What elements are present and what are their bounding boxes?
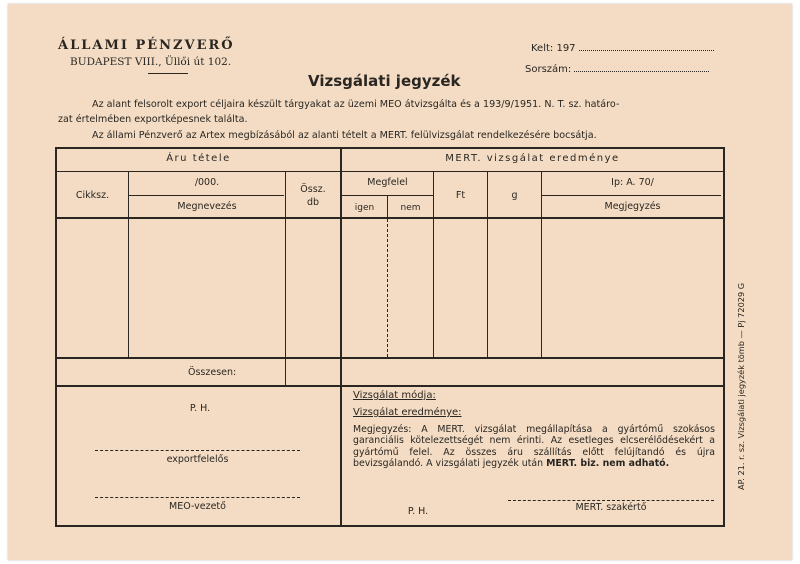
col-cikksz: Cikksz. (75, 190, 110, 201)
body-bottom-line (57, 357, 723, 359)
side-print-code: AP. 21. r. sz. Vizsgálati jegyzék tömb — Pj 72029 G (736, 282, 746, 490)
kelt-field[interactable] (531, 42, 714, 54)
method-label: Vizsgálat módja: (353, 390, 436, 401)
col-divider-g (541, 171, 542, 357)
col-db: db (306, 197, 320, 208)
mert-signature-line (508, 500, 714, 501)
code-row-line (129, 195, 284, 196)
intro-line-2: zat értelmében exportképesnek találta. (58, 114, 248, 125)
body-top-line (57, 217, 723, 219)
result-label: Vizsgálat eredménye: (353, 407, 462, 418)
address-underline (148, 73, 188, 74)
total-bottom-line (57, 385, 723, 387)
col-code: /000. (194, 177, 220, 188)
inspection-note (353, 424, 715, 470)
export-signature-line (95, 450, 300, 451)
total-label: Összesen: (188, 367, 237, 378)
col-ossz: Össz. (300, 184, 326, 195)
meo-head-label: MEO-vezető (169, 501, 226, 512)
export-responsible-label: exportfelelős (166, 454, 229, 465)
header-row-line (57, 171, 723, 172)
kelt-blank (579, 42, 714, 51)
col-ip: Ip: A. 70/ (611, 177, 654, 188)
intro-line-1: Az alant felsorolt export céljaira készült tárgyakat az üzemi MEO átvizsgálta és a 193/9/1951. N. T. sz. határo- (92, 99, 620, 110)
meo-signature-line (95, 497, 300, 498)
note-text: Megjegyzés: A MERT. vizsgálat megállapítása a gyártómű szokásos garanciális kötelezettségét nem érinti. Az esetleges elcserélődésekért a gyártómű felel. Az összes áru szállítás előtt felújítandó és újra bevizsgálandó. A vizsgálati jegyzék után (353, 424, 715, 470)
document-title: Vizsgálati jegyzék (308, 72, 461, 90)
mert-expert-label: MERT. szakértő (575, 502, 647, 513)
section-left-title: Áru tétele (166, 153, 231, 164)
note-bold-text: MERT. biz. nem adható. (546, 458, 670, 470)
stamp-left: P. H. (189, 403, 211, 414)
col-divider-igen-nem (387, 219, 388, 357)
sorszam-blank (574, 63, 709, 72)
col-megnevezes: Megnevezés (177, 201, 237, 212)
sorszam-label: Sorszám: (525, 64, 572, 75)
col-nem: nem (400, 203, 421, 213)
kelt-label: Kelt: 197 (531, 43, 576, 54)
col-ft: Ft (455, 190, 466, 201)
col-megfelel: Megfelel (367, 177, 408, 188)
issuer-address: BUDAPEST VIII., Üllői út 102. (70, 56, 232, 68)
col-g: g (511, 190, 518, 201)
issuer-name: ÁLLAMI PÉNZVERŐ (58, 38, 235, 53)
stamp-right: P. H. (407, 506, 429, 517)
col-igen: igen (354, 203, 375, 213)
ip-row-line (541, 195, 721, 196)
intro-line-3: Az állami Pénzverő az Artex megbízásából az alanti tételt a MERT. felülvizsgálat rendelkezésére bocsátja. (92, 130, 597, 141)
section-right-title: MERT. vizsgálat eredménye (445, 153, 620, 164)
sorszam-field[interactable] (525, 63, 709, 75)
col-divider-cikksz (128, 171, 129, 358)
col-megjegyzes: Megjegyzés (604, 201, 661, 212)
